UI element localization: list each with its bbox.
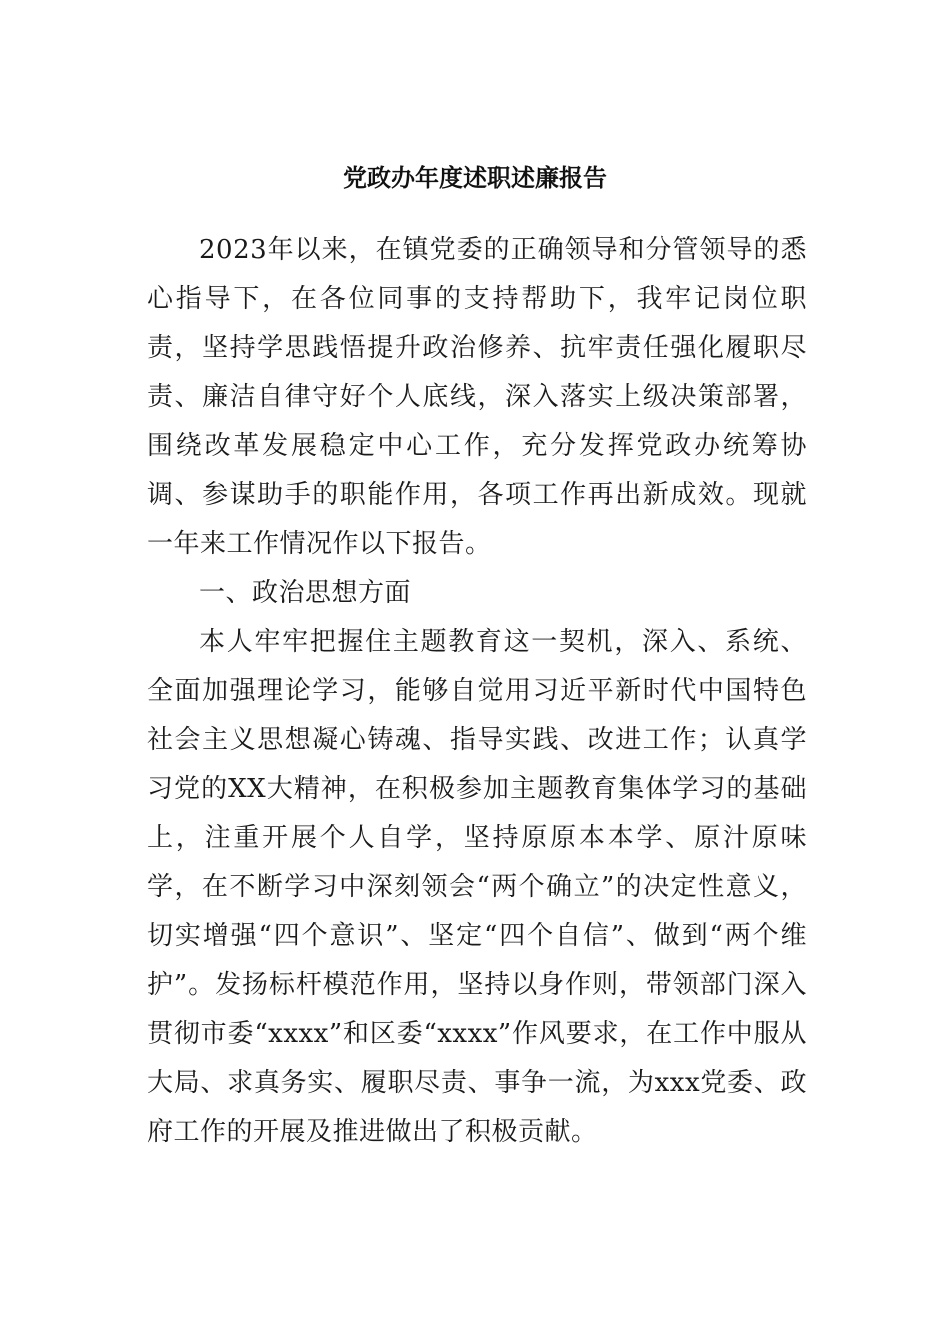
document-body: [147, 226, 807, 1157]
paragraph-political-thought: 本人牢牢把握住主题教育这一契机，深入、系统、全面加强理论学习，能够自觉用习近平新时代中国特色社会主义思想凝心铸魂、指导实践、改进工作；认真学习党的XX大精神，在积极参加主题教育集体学习的基础上，注重开展个人自学，坚持原原本本学、原汁原味学，在不断学习中深刻领会“两个确立”的决定性意义，切实增强“四个意识”、坚定“四个自信”、做到“两个维护”。发扬标杆模范作用，坚持以身作则，带领部门深入贯彻市委“xxxx”和区委“xxxx”作风要求，在工作中服从大局、求真务实、履职尽责、事争一流，为xxx党委、政府工作的开展及推进做出了积极贡献。: [147, 627, 807, 1147]
section-heading-political-thought: 一、政治思想方面: [199, 578, 412, 608]
document-title: 党政办年度述职述廉报告: [343, 163, 607, 192]
paragraph-intro: 2023年以来，在镇党委的正确领导和分管领导的悉心指导下，在各位同事的支持帮助下，我牢记岗位职责，坚持学思践悟提升政治修养、抗牢责任强化履职尽责、廉洁自律守好个人底线，深入落实上级决策部署，围绕改革发展稳定中心工作，充分发挥党政办统筹协调、参谋助手的职能作用，各项工作再出新成效。现就一年来工作情况作以下报告。: [147, 235, 807, 559]
